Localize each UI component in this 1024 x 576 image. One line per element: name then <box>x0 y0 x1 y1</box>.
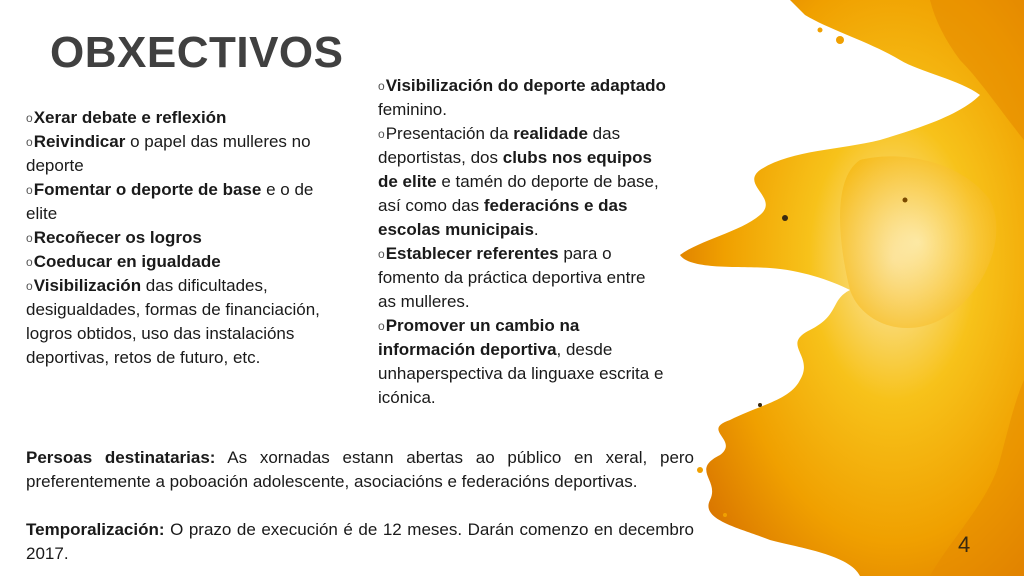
body-text: e o de elite <box>26 180 314 223</box>
bold-text: Visibilización <box>33 276 142 295</box>
bullet-marker: o <box>26 255 33 269</box>
bullet-item <box>378 314 668 410</box>
bold-text: Fomentar o deporte de base <box>33 180 262 199</box>
page-number: 4 <box>958 532 971 557</box>
audience-paragraph <box>26 446 694 494</box>
bold-text: federacións e das escolas municipais <box>378 196 628 239</box>
bold-text: clubs nos equipos de elite <box>378 148 652 191</box>
bullet-item <box>26 130 344 178</box>
body-text: feminino. <box>378 100 447 119</box>
body-text: , desde unhaperspectiva da linguaxe escrita e icónica. <box>378 340 664 407</box>
bullet-marker: o <box>378 319 385 333</box>
body-text: e tamén do deporte de base, así como das <box>378 172 659 215</box>
body-text: das dificultades, desigualdades, formas de financiación, logros obtidos, uso das instalacións deportivas, retos de futuro, etc. <box>26 276 320 367</box>
details-block <box>26 446 694 566</box>
bullet-marker: o <box>26 279 33 293</box>
slide-title: OBXECTIVOS <box>50 28 344 77</box>
body-text: para o fomento da práctica deportiva entre as mulleres. <box>378 244 646 311</box>
bullet-item <box>378 242 668 314</box>
bold-text: Reivindicar <box>33 132 126 151</box>
bold-text: Visibilización do deporte adaptado <box>385 76 666 95</box>
body-text: Presentación da <box>385 124 514 143</box>
bullet-item <box>26 274 344 370</box>
bullet-marker: o <box>378 127 385 141</box>
timing-paragraph <box>26 518 694 566</box>
objectives-list-right <box>378 74 668 410</box>
bullet-item <box>26 106 344 130</box>
bold-text: Coeducar en igualdade <box>33 252 221 271</box>
bullet-marker: o <box>378 247 385 261</box>
audience-label: Persoas destinatarias: <box>26 448 216 467</box>
body-text: o papel das mulleres no deporte <box>26 132 311 175</box>
objectives-list-left <box>26 106 344 370</box>
bullet-item <box>26 226 344 250</box>
body-text: . <box>533 220 539 239</box>
bullet-marker: o <box>26 135 33 149</box>
bullet-marker: o <box>26 183 33 197</box>
bullet-item <box>378 122 668 242</box>
timing-label: Temporalización: <box>26 520 165 539</box>
bold-text: Xerar debate e reflexión <box>33 108 227 127</box>
bullet-marker: o <box>26 231 33 245</box>
bold-text: Establecer referentes <box>385 244 559 263</box>
bullet-marker: o <box>378 79 385 93</box>
bullet-item <box>26 250 344 274</box>
bold-text: Recoñecer os logros <box>33 228 202 247</box>
audience-text: As xornadas estann abertas ao público en xeral, pero preferentemente a poboación adolescente, asociacións e federacións deportivas. <box>26 448 695 491</box>
bullet-item <box>26 178 344 226</box>
bullet-marker: o <box>26 111 33 125</box>
bullet-item <box>378 74 668 122</box>
body-text: das deportistas, dos <box>378 124 621 167</box>
bold-text: Promover un cambio na información deportiva <box>378 316 580 359</box>
timing-text: O prazo de execución é de 12 meses. Darán comenzo en decembro 2017. <box>26 520 694 563</box>
bold-text: realidade <box>513 124 588 143</box>
